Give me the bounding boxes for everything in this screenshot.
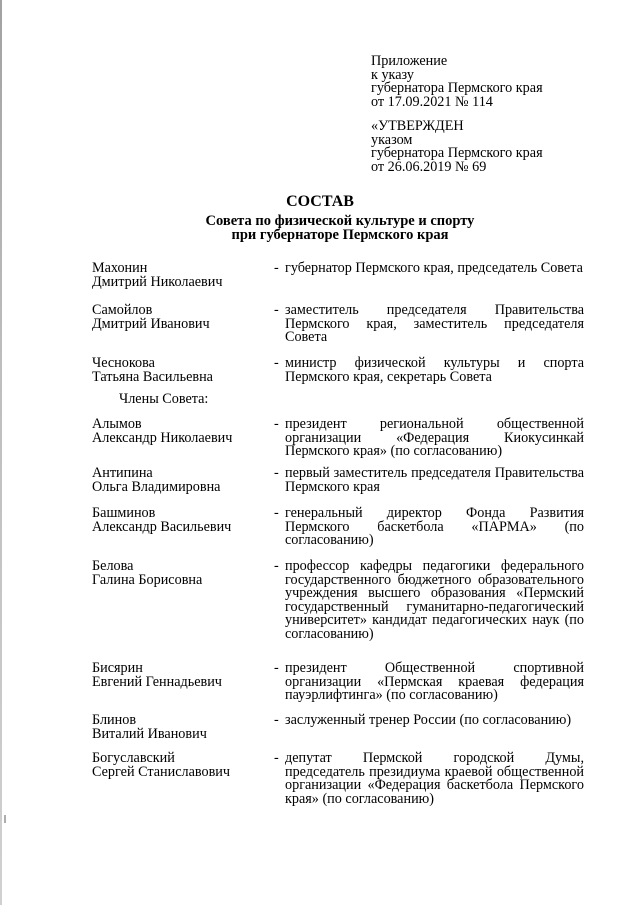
members-heading: Члены Совета: (119, 391, 209, 407)
dash-separator: - (274, 260, 279, 276)
member-name (92, 662, 274, 714)
member-surname: Чеснокова (92, 355, 155, 371)
member-given-name: Дмитрий Николаевич (92, 273, 223, 290)
member-position: заместитель председателя Правительства Пермского края, заместитель председателя Совета (285, 302, 584, 346)
member-name (92, 560, 274, 662)
dash-separator: - (274, 416, 279, 432)
member-name (92, 467, 274, 507)
appendix-line: губернатора Пермского края (371, 80, 543, 97)
member-name (92, 357, 274, 393)
scan-mark (4, 815, 6, 823)
member-given-name: Виталий Иванович (92, 725, 207, 742)
dash-separator: - (274, 505, 279, 521)
member-surname: Башминов (92, 505, 156, 521)
member-surname: Богуславский (92, 750, 175, 766)
member-position: министр физической культуры и спорта Пермского края, секретарь Совета (285, 355, 584, 385)
member-position: генеральный директор Фонда Развития Пермского баскетбола «ПАРМА» (по согласованию) (285, 505, 584, 549)
member-position: первый заместитель председателя Правительства Пермского края (285, 465, 584, 495)
council-member-row (92, 357, 592, 393)
dash-separator: - (274, 302, 279, 318)
member-surname: Блинов (92, 712, 137, 728)
member-position: депутат Пермской городской Думы, председатель президиума краевой общественной организации «Федерация баскетбола Пермского края» (по согласованию) (285, 750, 584, 807)
member-position: президент региональной общественной организации «Федерация Киокусинкай Пермского края» (по согласованию) (285, 416, 584, 460)
members-heading-row (92, 393, 592, 418)
document-title: СОСТАВ (286, 193, 354, 210)
member-given-name: Галина Борисовна (92, 571, 203, 588)
council-member-row (92, 262, 592, 304)
member-name (92, 418, 274, 467)
appendix-line: к указу (371, 66, 414, 83)
member-given-name: Сергей Станиславович (92, 763, 231, 780)
approval-line: указом (371, 131, 413, 148)
council-member-row (92, 662, 592, 714)
member-surname: Самойлов (92, 302, 153, 318)
dash-separator: - (274, 712, 279, 728)
council-list (92, 262, 592, 827)
subtitle-line: Совета по физической культуре и спорту (205, 213, 475, 229)
member-surname: Белова (92, 558, 134, 574)
council-member-row (92, 304, 592, 357)
dash-separator: - (274, 660, 279, 676)
council-member-row (92, 714, 592, 752)
member-surname: Бисярин (92, 660, 143, 676)
approval-block (371, 120, 543, 174)
member-given-name: Дмитрий Иванович (92, 315, 210, 332)
member-given-name: Евгений Геннадьевич (92, 673, 222, 690)
member-given-name: Татьяна Васильевна (92, 368, 213, 385)
council-member-row (92, 560, 592, 662)
member-name (92, 304, 274, 357)
member-position: заслуженный тренер России (по согласованию) (285, 712, 572, 728)
dash-separator: - (274, 465, 279, 481)
member-name (92, 507, 274, 560)
member-name (92, 262, 274, 304)
member-position: губернатор Пермского края, председатель Совета (285, 260, 583, 276)
council-member-row (92, 467, 592, 507)
council-member-row (92, 418, 592, 467)
member-position: профессор кафедры педагогики федерального государственного бюджетного образовательного учреждения высшего образования «Пермский государственный гуманитарно-педагогический университет» кандидат педагогических наук (по согласованию) (285, 558, 584, 642)
member-name (92, 752, 274, 827)
page-edge-shadow (0, 0, 2, 905)
council-member-row (92, 752, 592, 827)
subtitle-line: при губернаторе Пермского края (231, 226, 449, 243)
approval-line: «УТВЕРЖДЕН (371, 118, 464, 134)
appendix-line: Приложение (371, 53, 448, 69)
member-surname: Алымов (92, 416, 142, 432)
approval-line: губернатора Пермского края (371, 145, 543, 162)
dash-separator: - (274, 355, 279, 371)
member-given-name: Ольга Владимировна (92, 478, 221, 495)
dash-separator: - (274, 558, 279, 574)
approval-line: от 26.06.2019 № 69 (371, 158, 487, 175)
member-given-name: Александр Николаевич (92, 429, 233, 446)
member-surname: Антипина (92, 465, 153, 481)
appendix-block (371, 55, 543, 109)
appendix-line: от 17.09.2021 № 114 (371, 93, 493, 110)
member-position: президент Общественной спортивной организации «Пермская краевая федерация пауэрлифтинга» (по согласованию) (285, 660, 584, 704)
member-given-name: Александр Васильевич (92, 518, 232, 535)
member-name (92, 714, 274, 752)
dash-separator: - (274, 750, 279, 766)
document-subtitle (0, 215, 640, 242)
member-surname: Махонин (92, 260, 148, 276)
council-member-row (92, 507, 592, 560)
